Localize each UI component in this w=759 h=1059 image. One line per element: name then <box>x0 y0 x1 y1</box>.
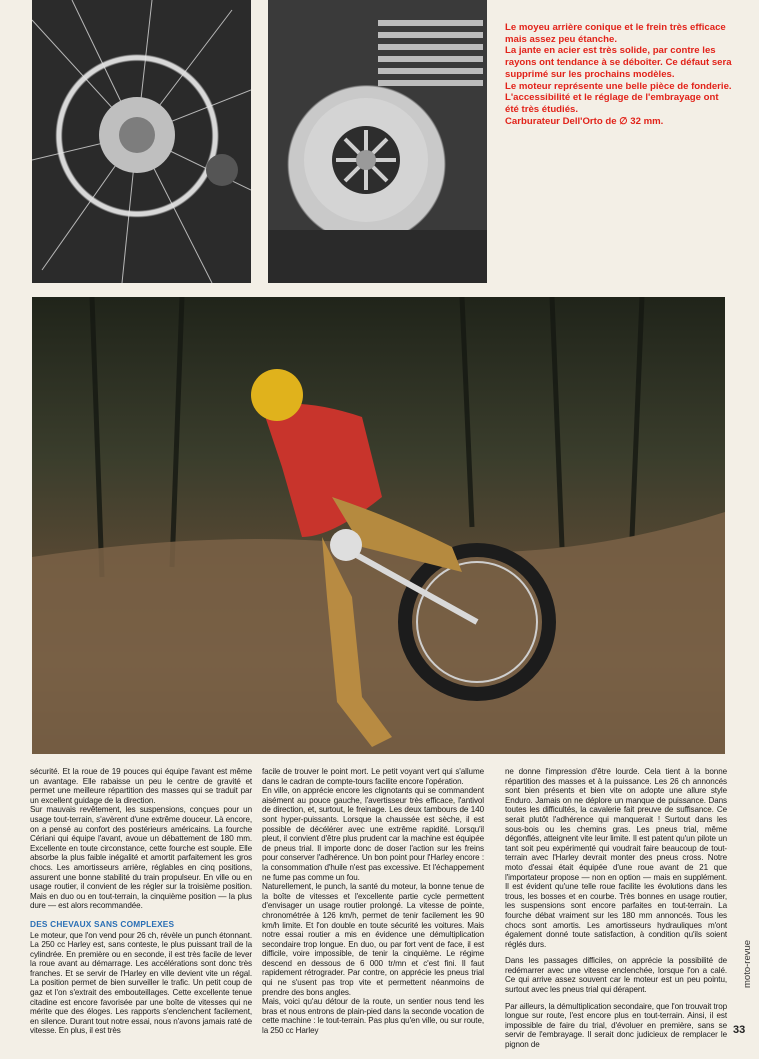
paragraph: Sur mauvais revêtement, les suspensions, conçues pour un usage tout-terrain, s'avèrent d'une extrême douceur. Là encore, on a pensé au confort des postérieurs américains. La fourche Cériani qui équipe l'avant, avoue un débattement de 180 mm. Excellente en toute circonstance, cette fourche est souple. Elle absorbe la plus faible inégalité et amortit parfaitement les gros chocs. Les amortisseurs arrière, réglables en cinq positions, assurent une bonne stabilité du train propulseur. En ville ou en usage routier, il convient de les régler sur la troisième position. Mais en duo ou en tout-terrain, la cinquième position — la plus dure — est alors recommandée. <box>30 805 252 911</box>
paragraph: sécurité. Et la roue de 19 pouces qui équipe l'avant est même un avantage. Elle rabaisse un peu le centre de gravité et permet une meilleure répartition des masses qui se traduit par un excellent guidage de la direction. <box>30 767 252 805</box>
paragraph: En ville, on apprécie encore les clignotants qui se commandent aisément au pouce gauche, l'avertisseur très efficace, l'antivol de direction, et, surtout, le freinage. Les deux tambours de 140 sont hyper-puissants. Lorsque la chaussée est sèche, il est possible de décélérer avec une extrême rapidité. Lorsqu'il pleut, il convient d'être plus prudent car la machine est équipée de pneus trial. Il importe donc de doser l'action sur les freins pour conserver l'adhérence. Un bon point pour l'Harley encore : la consommation d'huile n'est pas excessive. Et l'échappement ne fume pas comme un fou. <box>262 786 484 882</box>
magazine-brand: moto-revue <box>742 939 753 988</box>
caption-line-hub: Le moyeu arrière conique et le frein très efficace mais assez peu étanche. <box>505 22 726 45</box>
caption-line-carburetor: Carburateur Dell'Orto de ∅ 32 mm. <box>505 115 664 127</box>
paragraph: Dans les passages difficiles, on apprécie la possibilité de redémarrer avec une vitesse enclenchée, lorsque l'on a calé. Ce qui arrive assez souvent car le moteur est un peu pointu, surtout avec les pneus trial qui dérapent. <box>505 956 727 995</box>
photo-caption <box>505 22 735 127</box>
photo-rear-wheel-hub <box>32 0 251 283</box>
paragraph: Par ailleurs, la démultiplication secondaire, que l'on trouvait trop longue sur route, l'est encore plus en tout-terrain. Ainsi, il est impossible de faire du trial, d'évoluer en première, sans se servir de l'embrayage. Il serait donc judicieux de remplacer le pignon de <box>505 1001 727 1050</box>
caption-line-engine: Le moteur représente une belle pièce de fonderie. L'accessibilité et le réglage de l'embrayage ont été très étudiés. <box>505 80 732 115</box>
article-column-2 <box>262 767 484 1036</box>
section-subheading: DES CHEVAUX SANS COMPLEXES <box>30 918 175 929</box>
paragraph: facile de trouver le point mort. Le petit voyant vert qui s'allume dans le cadran de compte-tours facilite encore l'opération. <box>262 767 484 786</box>
photo-rider-on-motorcycle <box>32 297 725 754</box>
paragraph: Le moteur, que l'on vend pour 26 ch, révèle un punch étonnant. La 250 cc Harley est, sans conteste, le plus puissant trail de la cylindrée. En première ou en seconde, il est très facile de lever la roue avant au démarrage. Les accélérations sont donc très franches. Et se servir de l'Harley en ville devient vite un régal. La position permet de bien surveiller le trafic. Un petit coup de gaz et l'on s'extrait des embouteillages. Cette excellente tenue citadine est encore favorisée par une boîte de vitesses qui ne mérite que des éloges. Les rapports s'enclenchent facilement, en silence. Durant tout notre essai, nous n'avons jamais raté de vitesse. En plus, il est très <box>30 930 252 1036</box>
article-column-1 <box>30 767 252 1036</box>
caption-line-rim: La jante en acier est très solide, par contre les rayons ont tendance à se déboîter. Ce défaut sera supprimé sur les prochains modèles. <box>505 45 732 80</box>
paragraph: ne donne l'impression d'être lourde. Cela tient à la bonne répartition des masses et à la puissance. Les 26 ch annoncés sont bien présents et bien vite on adopte une allure style Enduro. Jamais on ne déplore un manque de puissance. Dans toutes les difficultés, la cavalerie fait preuve de suffisance. Ce serait plutôt l'adhérence qui manquerait ! Surtout dans les sous-bois ou les chemins gras. Les pneus trial, même dégonflés, atteignent vite leur limite. Il est patent qu'un pilote un tant soit peu expérimenté qui voudrait faire beaucoup de tout-terrain avec l'Harley devrait monter des pneus cross. Notre moto d'essai était équipée d'une roue avant de 21 que l'importateur propose — non en option — mais en supplément. Il est évident qu'une telle roue facilite les évolutions dans les trous, les bosses et en courbe. Très bonnes en usage routier, les suspensions sont encore parfaites en tout-terrain. La fourche débat vraiment sur les 180 mm annoncés. Tous les chocs sont amortis. Les amortisseurs hydrauliques m'ont également donné toute satisfaction, à condition qu'ils soient réglés durs. <box>505 767 727 949</box>
page-number: 33 <box>733 1024 746 1036</box>
paragraph: Naturellement, le punch, la santé du moteur, la bonne tenue de la boîte de vitesses et l'excellente partie cycle permettent d'envisager un usage routier prolongé. La vitesse de pointe, chronométrée à 126 km/h, permet de tenir facilement les 90 km/h limite. Et l'on double en toute sécurité les voitures. Mais notre essai routier a mis en évidence une démultiplication secondaire trop longue. En duo, ou par fort vent de face, il est difficile, voire impossible, de tenir la cinquième. Le régime descend en dessous de 6 000 tr/mn et c'est fini. Il faut rapidement rétrograder. Par contre, on apprécie les pneus trial qui ne s'usent pas trop vite et permettent néanmoins de prendre des bons angles. <box>262 882 484 997</box>
paragraph: Mais, voici qu'au détour de la route, un sentier nous tend les bras et nous entrons de plain-pied dans la seconde vocation de cette machine : le tout-terrain. Pas plus qu'en ville, ou sur route, la 250 cc Harley <box>262 997 484 1036</box>
photo-engine <box>268 0 487 283</box>
article-column-3 <box>505 767 727 1050</box>
